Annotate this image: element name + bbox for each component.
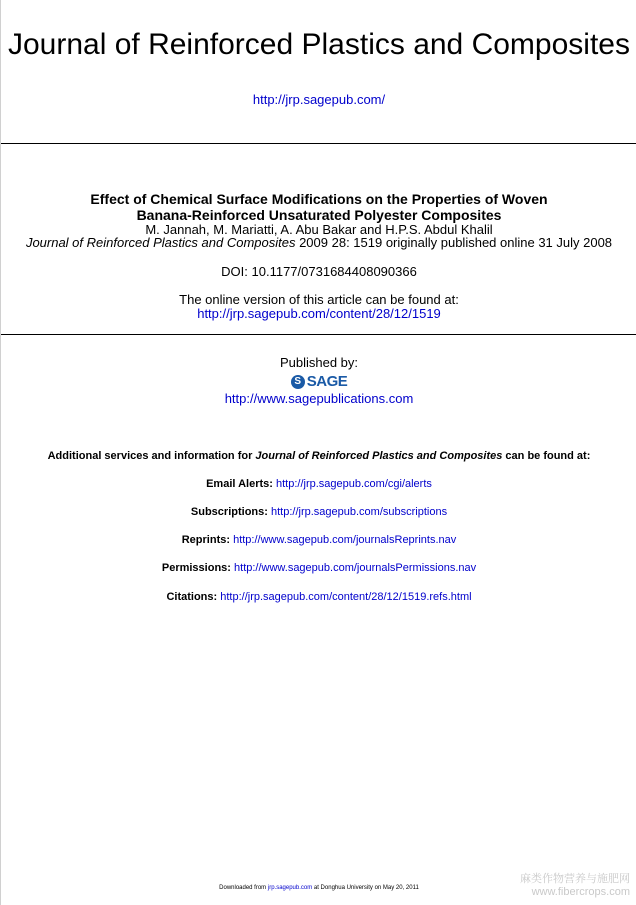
service-label: Citations: bbox=[166, 591, 218, 603]
service-link[interactable]: http://www.sagepub.com/journalsPermissions.nav bbox=[234, 562, 477, 574]
online-version-link[interactable]: http://jrp.sagepub.com/content/28/12/1519 bbox=[197, 306, 441, 321]
divider-middle bbox=[1, 334, 636, 335]
service-link[interactable]: http://jrp.sagepub.com/content/28/12/1519.refs.html bbox=[220, 591, 472, 603]
service-subscriptions bbox=[1, 506, 636, 518]
article-title-line1: Effect of Chemical Surface Modifications on the Properties of Woven bbox=[90, 191, 548, 207]
additional-prefix: Additional services and information for bbox=[47, 450, 256, 462]
publisher-url-link[interactable]: http://www.sagepublications.com bbox=[224, 391, 414, 406]
online-version-text: The online version of this article can be found at: bbox=[179, 292, 459, 307]
sage-logo-text: SAGE bbox=[306, 373, 348, 390]
additional-services-heading bbox=[1, 450, 636, 462]
sage-s-icon: S bbox=[291, 375, 305, 389]
additional-suffix: can be found at: bbox=[502, 450, 591, 462]
journal-title: Journal of Reinforced Plastics and Composites bbox=[8, 28, 630, 61]
additional-journal: Journal of Reinforced Plastics and Composites bbox=[255, 450, 503, 462]
footer-suffix: at Donghua University on May 20, 2011 bbox=[312, 885, 419, 891]
service-reprints bbox=[1, 534, 636, 546]
footer-link[interactable]: jrp.sagepub.com bbox=[267, 885, 313, 891]
watermark-line1: 麻类作物营养与施肥网 bbox=[520, 873, 630, 885]
article-title bbox=[1, 191, 636, 223]
service-link[interactable]: http://jrp.sagepub.com/cgi/alerts bbox=[275, 478, 432, 490]
sage-logo bbox=[1, 371, 636, 390]
article-doi: DOI: 10.1177/0731684408090366 bbox=[221, 264, 417, 279]
citation-journal: Journal of Reinforced Plastics and Composites bbox=[25, 235, 296, 250]
service-label: Email Alerts: bbox=[206, 478, 273, 490]
service-permissions bbox=[1, 562, 636, 574]
service-email-alerts bbox=[1, 478, 636, 490]
article-citation bbox=[1, 236, 636, 250]
service-link[interactable]: http://jrp.sagepub.com/subscriptions bbox=[270, 506, 448, 518]
article-title-line2: Banana-Reinforced Unsaturated Polyester Composites bbox=[136, 207, 502, 223]
watermark-line2: www.fibercrops.com bbox=[531, 886, 630, 898]
service-citations bbox=[1, 591, 636, 603]
journal-url-link[interactable]: http://jrp.sagepub.com/ bbox=[252, 92, 386, 107]
divider-top bbox=[1, 143, 636, 144]
service-link[interactable]: http://www.sagepub.com/journalsReprints.nav bbox=[233, 534, 457, 546]
footer-prefix: Downloaded from bbox=[219, 885, 268, 891]
watermark bbox=[520, 873, 630, 899]
published-by-label: Published by: bbox=[279, 355, 359, 370]
article-authors: M. Jannah, M. Mariatti, A. Abu Bakar and H.P.S. Abdul Khalil bbox=[145, 222, 493, 237]
service-label: Permissions: bbox=[161, 562, 231, 574]
service-label: Subscriptions: bbox=[190, 506, 268, 518]
citation-details: 2009 28: 1519 originally published online 31 July 2008 bbox=[295, 235, 613, 250]
service-label: Reprints: bbox=[181, 534, 231, 546]
